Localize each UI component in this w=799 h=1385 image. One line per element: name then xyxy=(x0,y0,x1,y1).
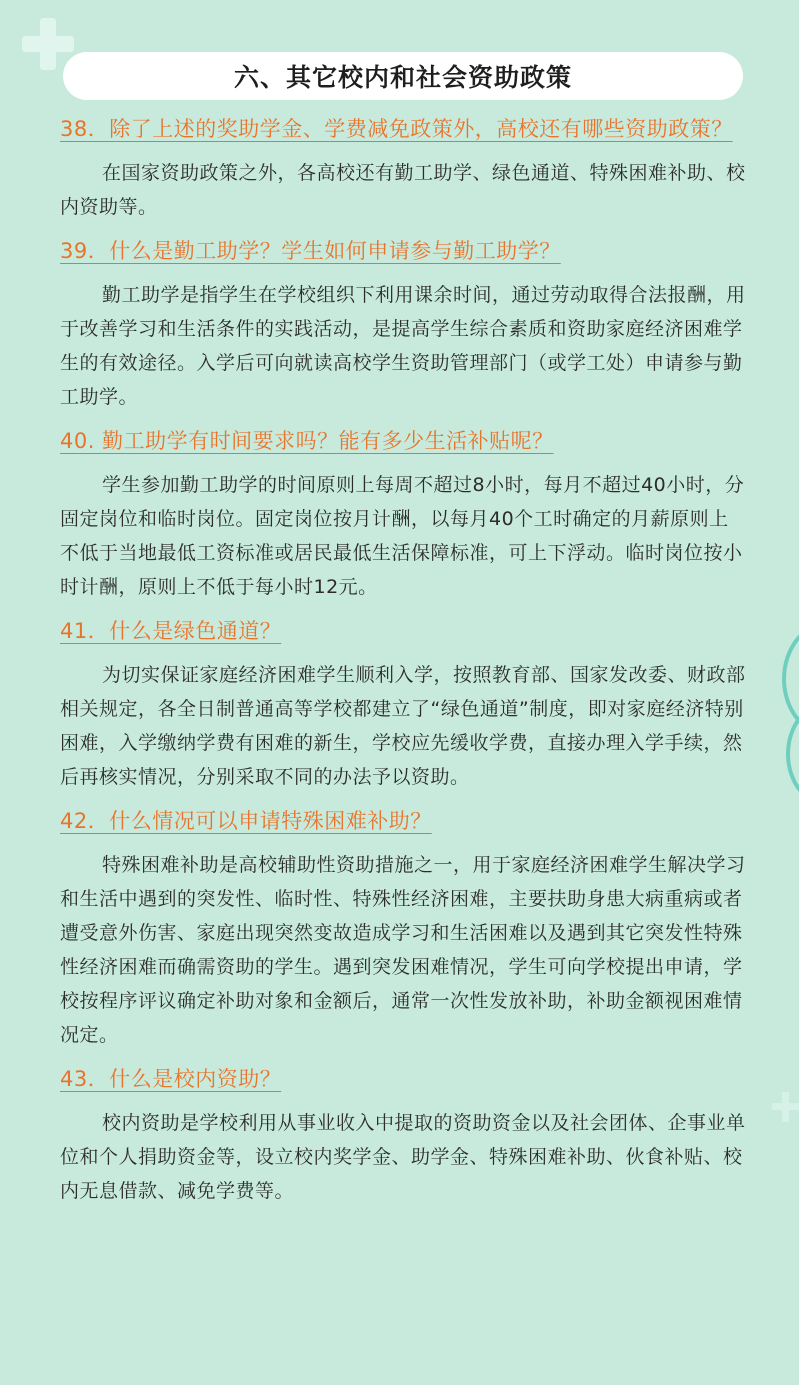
qa-item-39 xyxy=(60,234,746,414)
question-41: 41．什么是绿色通道？ xyxy=(60,619,282,643)
answer-41: 为切实保证家庭经济困难学生顺利入学，按照教育部、国家发改委、财政部相关规定，各全日制普通高等学校都建立了“绿色通道”制度，即对家庭经济特别困难，入学缴纳学费有困难的新生，学校应先缓收学费，直接办理入学手续，然后再核实情况，分别采取不同的办法予以资助。 xyxy=(60,664,746,788)
small-plus-decoration-icon xyxy=(772,1092,799,1122)
section-title: 六、其它校内和社会资助政策 xyxy=(233,63,572,92)
qa-list xyxy=(60,112,746,1218)
question-42: 42．什么情况可以申请特殊困难补助？ xyxy=(60,809,432,833)
question-39: 39．什么是勤工助学？学生如何申请参与勤工助学？ xyxy=(60,239,561,263)
answer-43: 校内资助是学校利用从事业收入中提取的资助资金以及社会团体、企事业单位和个人捐助资金等，设立校内奖学金、助学金、特殊困难补助、伙食补贴、校内无息借款、减免学费等。 xyxy=(60,1112,746,1202)
qa-item-38 xyxy=(60,112,746,224)
answer-38: 在国家资助政策之外，各高校还有勤工助学、绿色通道、特殊困难补助、校内资助等。 xyxy=(60,162,746,218)
answer-40: 学生参加勤工助学的时间原则上每周不超过8小时，每月不超过40小时，分固定岗位和临时岗位。固定岗位按月计酬，以每月40个工时确定的月薪原则上不低于当地最低工资标准或居民最低生活保障标准，可上下浮动。临时岗位按小时计酬，原则上不低于每小时12元。 xyxy=(60,474,745,598)
question-40: 40. 勤工助学有时间要求吗？能有多少生活补贴呢？ xyxy=(60,429,554,453)
question-38: 38．除了上述的奖助学金、学费减免政策外，高校还有哪些资助政策？ xyxy=(60,117,733,141)
answer-39: 勤工助学是指学生在学校组织下利用课余时间，通过劳动取得合法报酬，用于改善学习和生活条件的实践活动，是提高学生综合素质和资助家庭经济困难学生的有效途径。入学后可向就读高校学生资助管理部门（或学工处）申请参与勤工助学。 xyxy=(60,284,746,408)
question-43: 43．什么是校内资助？ xyxy=(60,1067,282,1091)
answer-42: 特殊困难补助是高校辅助性资助措施之一，用于家庭经济困难学生解决学习和生活中遇到的突发性、临时性、特殊性经济困难，主要扶助身患大病重病或者遭受意外伤害、家庭出现突然变故造成学习和生活困难以及遇到其它突发性特殊性经济困难而确需资助的学生。遇到突发困难情况，学生可向学校提出申请，学校按程序评议确定补助对象和金额后，通常一次性发放补助，补助金额视困难情况定。 xyxy=(60,854,746,1046)
qa-item-41 xyxy=(60,614,746,794)
qa-item-43 xyxy=(60,1062,746,1208)
section-title-bar xyxy=(63,52,743,100)
qa-item-42 xyxy=(60,804,746,1052)
qa-item-40 xyxy=(60,424,746,604)
